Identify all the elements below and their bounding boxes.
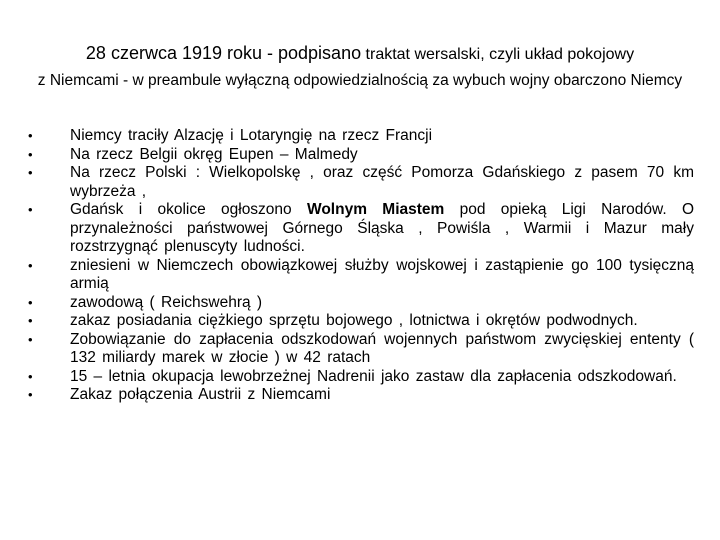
bullet-dot-icon: • (28, 387, 33, 402)
bullet-text: Na rzecz Polski : Wielkopolskę , oraz część Pomorza Gdańskiego z pasem 70 km wybrzeża , (70, 164, 694, 200)
bullet-item (26, 294, 694, 313)
bullet-item (26, 386, 694, 405)
title-line-1 (20, 40, 700, 68)
bullet-item (26, 164, 694, 201)
slide-title (20, 40, 700, 92)
bullet-dot-icon: • (28, 165, 33, 180)
bullet-dot-icon: • (28, 128, 33, 143)
bullet-text: 15 – letnia okupacja lewobrzeżnej Nadrenii jako zastaw dla zapłacenia odszkodowań. (70, 367, 677, 385)
bullet-text-post: pod opieką Ligi Narodów. O przynależności państwowej Górnego Śląska , Powiśla , Warmii i Mazur mały rozstrzygnąć plenuscyty ludności. (70, 201, 695, 255)
bullet-dot-icon: • (28, 146, 33, 162)
bullet-text: Zakaz połączenia Austrii z Niemcami (70, 386, 331, 403)
bullet-text: zakaz posiadania ciężkiego sprzętu bojowego , lotnictwa i okrętów podwodnych. (70, 312, 638, 329)
title-lead: 28 czerwca 1919 roku - podpisano (85, 43, 362, 63)
bullet-text: zawodową ( Reichswehrą ) (70, 293, 263, 311)
bullet-dot-icon: • (28, 331, 33, 347)
bullet-text: zniesieni w Niemczech obowiązkowej służby wojskowej i zastąpienie go 100 tysięczną armią (70, 256, 694, 292)
bullet-text: Niemcy traciły Alzację i Lotaryngię na rzecz Francji (70, 127, 433, 144)
bullet-item (26, 201, 694, 257)
bullet-item (26, 368, 694, 387)
bullet-dot-icon: • (28, 257, 33, 273)
bullet-item (26, 257, 694, 294)
bullet-dot-icon: • (28, 294, 33, 310)
bullet-dot-icon: • (28, 368, 33, 384)
bullet-list (26, 127, 694, 405)
bullet-item (26, 331, 694, 368)
bullet-text: Zobowiązanie do zapłacenia odszkodowań wojennych państwom zwycięskiej ententy ( 132 miliardy marek w złocie ) w 42 ratach (70, 330, 694, 366)
bullet-text-bold: Wolnym Miastem (306, 201, 445, 218)
bullet-dot-icon: • (28, 313, 33, 328)
title-line-2: z Niemcami - w preambule wyłączną odpowiedzialnością za wybuch wojny obarczono Niemcy (37, 72, 683, 89)
bullet-text-pre: Gdańsk i okolice ogłoszono (70, 201, 307, 218)
bullet-dot-icon: • (28, 202, 33, 217)
bullet-text: Na rzecz Belgii okręg Eupen – Malmedy (70, 145, 358, 163)
title-rest: traktat wersalski, czyli układ pokojowy (361, 46, 635, 63)
bullet-item (26, 127, 694, 146)
bullet-item (26, 312, 694, 331)
bullet-item (26, 146, 694, 165)
